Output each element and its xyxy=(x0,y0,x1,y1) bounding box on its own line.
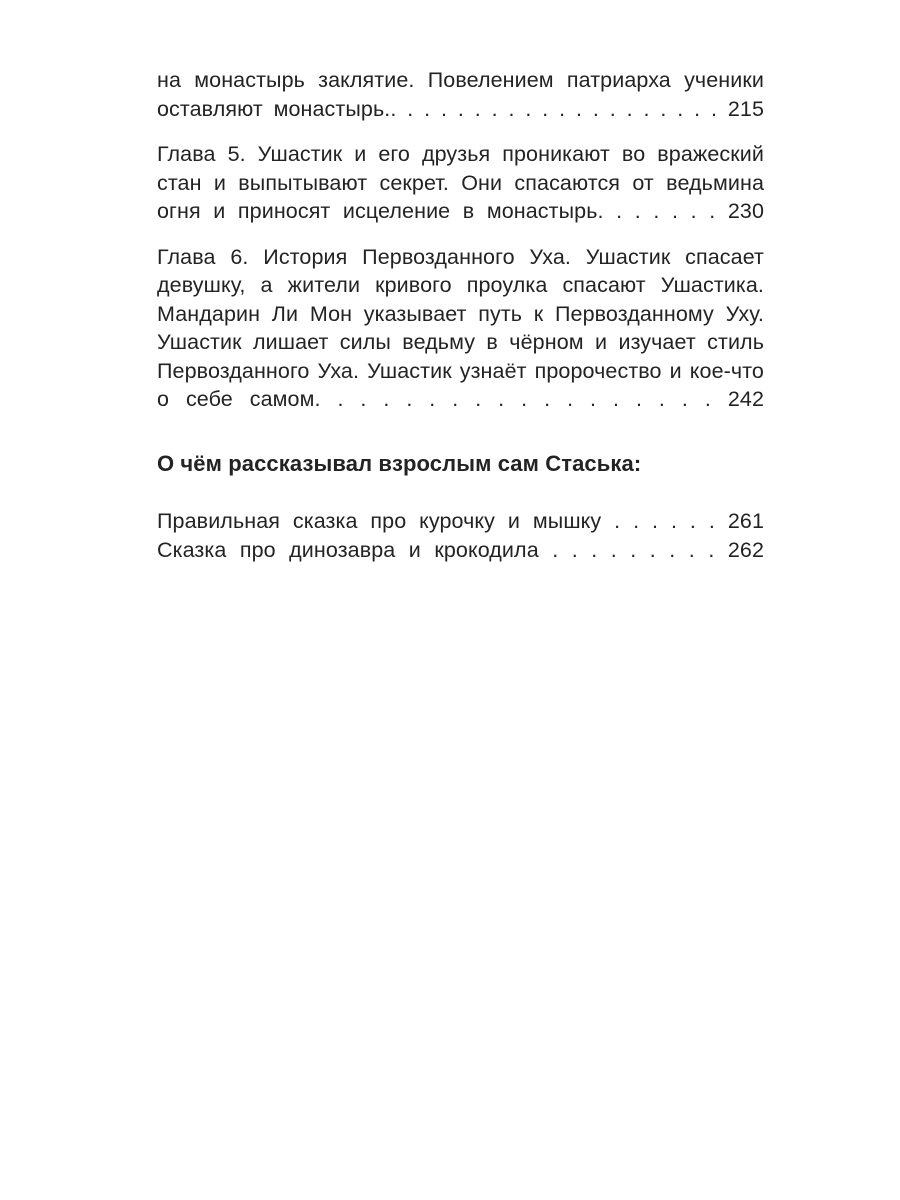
dot-leader: . . . . . . . . . . . . . . . . . xyxy=(337,387,711,411)
toc-entry xyxy=(157,243,764,414)
story-entry-text: Правильная сказка про курочку и мышку xyxy=(157,508,602,533)
toc-entry xyxy=(157,140,764,226)
page-number: 242 xyxy=(727,387,764,411)
story-entry xyxy=(157,507,764,536)
toc-entry xyxy=(157,66,764,123)
story-entry xyxy=(157,536,764,565)
page-number: 215 xyxy=(727,96,765,121)
dot-leader: . . . . . . . . . xyxy=(552,537,715,562)
dot-leader: . . . . . . xyxy=(614,508,715,533)
toc-content xyxy=(157,66,764,565)
page-number: 262 xyxy=(727,537,765,562)
section-heading: О чём рассказывал взрослым сам Стаська: xyxy=(157,450,642,476)
page-number: 230 xyxy=(727,199,764,223)
page-number: 261 xyxy=(727,508,764,533)
dot-leader: . . . . . . . . . . . . . . . . . . . xyxy=(407,96,718,121)
dot-leader: . . . . . . xyxy=(616,199,716,223)
toc-entry-text: на монастырь заклятие. Повелением патриарха ученики оставляют монастырь.. xyxy=(157,68,764,121)
toc-entry-text: Глава 6. История Первозданного Уха. Ушастик спасает девушку, а жители кривого проулка спасают Ушастика. Мандарин Ли Мон указывает путь к Первозданному Уху. Ушастик лишает силы ведьму в чёрном и изучает стиль Первозданного Уха. Ушастик узнаёт пророчество и кое-что о себе самом. xyxy=(157,244,764,411)
toc-entry-text: Глава 5. Ушастик и его друзья проникают во вражеский стан и выпытывают секрет. Они спасаются от ведьмина огня и приносят исцеление в монастырь. xyxy=(157,142,764,223)
story-entry-text: Сказка про динозавра и крокодила xyxy=(157,537,539,562)
